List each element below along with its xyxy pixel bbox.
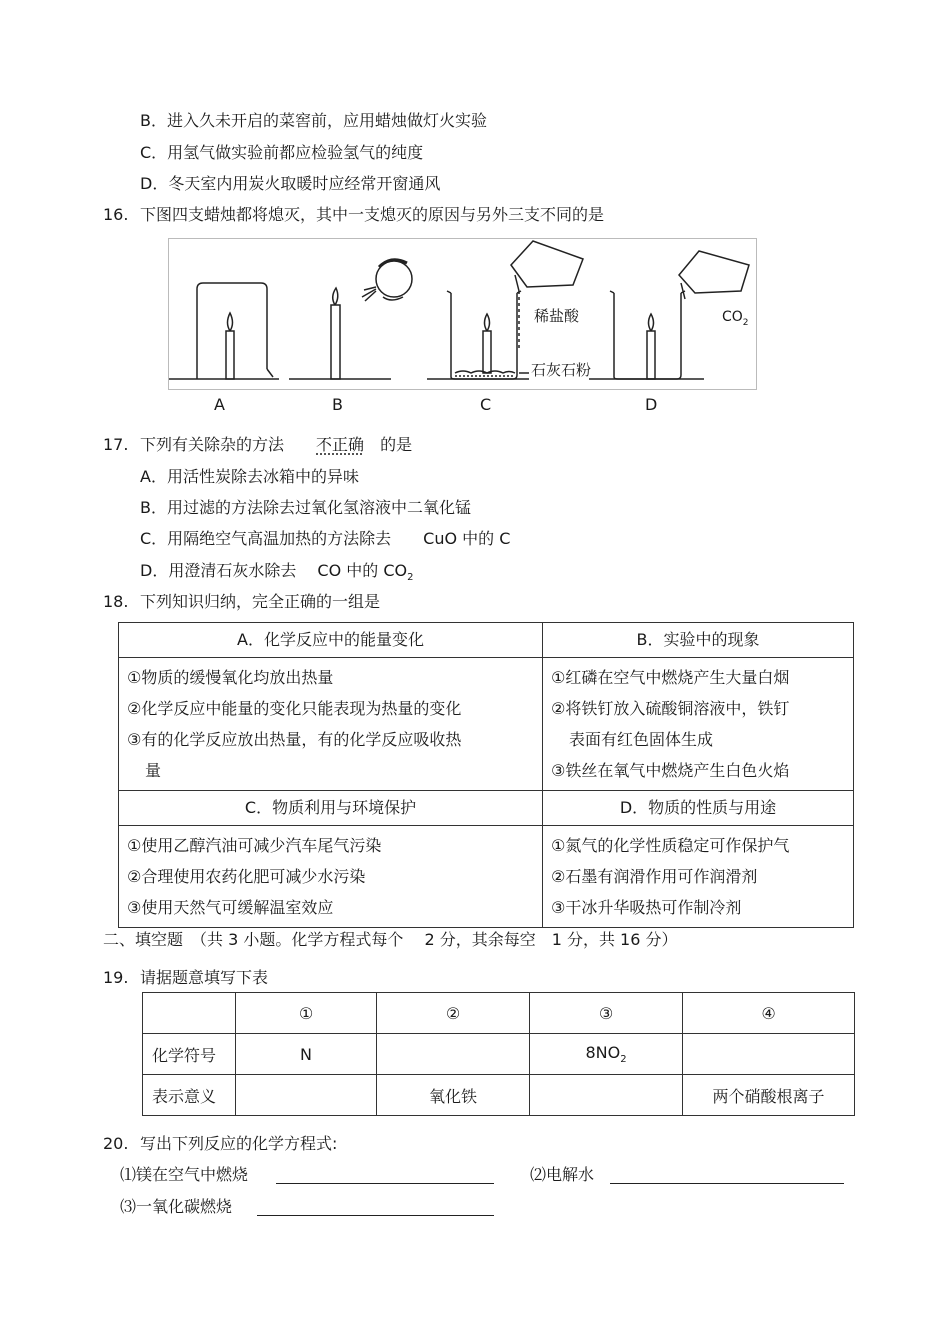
q19-symbol-4[interactable] [683,1034,855,1075]
q17-stem: 下列有关除杂的方法 不正确 的是 [140,435,413,454]
q19-meaning-2: 氧化铁 [377,1075,530,1116]
q19-col-2: ② [377,993,530,1034]
q15-option-c: C．用氢气做实验前都应检验氢气的纯度 [140,143,424,162]
q18-cell-d: ①氮气的化学性质稳定可作保护气 ②石墨有润滑作用可作润滑剂 ③干冰升华吸热可作制冷剂 [543,826,854,928]
q19-number: 19. [103,968,129,987]
q16-figure [168,238,757,390]
section-2-heading: 二、填空题 （共 3 小题。化学方程式每个 2 分，其余每空 1 分，共 16 分） [103,930,678,949]
q16-number: 16. [103,205,129,224]
q18-cell-b: ①红磷在空气中燃烧产生大量白烟 ②将铁钉放入硫酸铜溶液中，铁钉 表面有红色固体生成 ③铁丝在氧气中燃烧产生白色火焰 [543,658,854,791]
q20-answer-blank-3[interactable] [257,1197,494,1216]
q17-emphasis: 不正确 [316,435,365,454]
q19-col-1: ① [236,993,377,1034]
figure-label-a: A [214,395,225,414]
q16-stem: 下图四支蜡烛都将熄灭，其中一支熄灭的原因与另外三支不同的是 [140,205,605,224]
q19-corner-cell [143,993,236,1034]
q17-option-c: C．用隔绝空气高温加热的方法除去 CuO 中的 C [140,529,511,548]
q19-meaning-3[interactable] [530,1075,683,1116]
q18-cell-c: ①使用乙醇汽油可减少汽车尾气污染 ②合理使用农药化肥可减少水污染 ③使用天然气可缓解温室效应 [119,826,543,928]
q18-head-d: D．物质的性质与用途 [543,791,854,826]
q18-head-c: C．物质利用与环境保护 [119,791,543,826]
q18-head-b: B．实验中的现象 [543,623,854,658]
q20-stem: 写出下列反应的化学方程式: [140,1134,338,1153]
q17-option-b: B．用过滤的方法除去过氧化氢溶液中二氧化锰 [140,498,471,517]
q19-meaning-1[interactable] [236,1075,377,1116]
candle-illustration [169,239,756,389]
q18-head-a: A．化学反应中的能量变化 [119,623,543,658]
q20-answer-blank-2[interactable] [610,1165,844,1184]
q19-symbol-2[interactable] [377,1034,530,1075]
q19-symbol-3: $8NO_2$ [530,1034,683,1075]
q17-option-a: A．用活性炭除去冰箱中的异味 [140,467,359,486]
q20-answer-blank-1[interactable] [276,1165,494,1184]
q19-row-meaning-label: 表示意义 [143,1075,236,1116]
q19-meaning-4: 两个硝酸根离子 [683,1075,855,1116]
q19-symbol-1: N [236,1034,377,1075]
label-co2: $CO_2$ [722,309,749,328]
q17-number: 17. [103,435,129,454]
q19-col-3: ③ [530,993,683,1034]
q20-part-2: ⑵电解水 [530,1165,595,1184]
q18-cell-a: ①物质的缓慢氧化均放出热量 ②化学反应中能量的变化只能表现为热量的变化 ③有的化学反应放出热量，有的化学反应吸收热 量 [119,658,543,791]
q19-table [142,992,855,1116]
label-dilute-hcl: 稀盐酸 [534,307,580,325]
q18-number: 18. [103,592,129,611]
q19-stem: 请据题意填写下表 [140,968,269,987]
figure-label-d: D [645,395,658,414]
figure-label-c: C [480,395,492,414]
q20-number: 20. [103,1134,129,1153]
q17-option-d: D．用澄清石灰水除去 CO 中的 $CO_2$ [140,561,414,584]
figure-label-b: B [332,395,343,414]
q18-table [118,622,854,928]
q20-part-3: ⑶一氧化碳燃烧 [120,1197,233,1216]
q15-option-d: D．冬天室内用炭火取暖时应经常开窗通风 [140,174,441,193]
label-limestone-powder: 石灰石粉 [531,361,592,379]
q15-option-b: B．进入久未开启的菜窖前，应用蜡烛做灯火实验 [140,111,487,130]
q20-part-1: ⑴镁在空气中燃烧 [120,1165,249,1184]
q19-row-symbol-label: 化学符号 [143,1034,236,1075]
q19-col-4: ④ [683,993,855,1034]
q18-stem: 下列知识归纳，完全正确的一组是 [140,592,381,611]
